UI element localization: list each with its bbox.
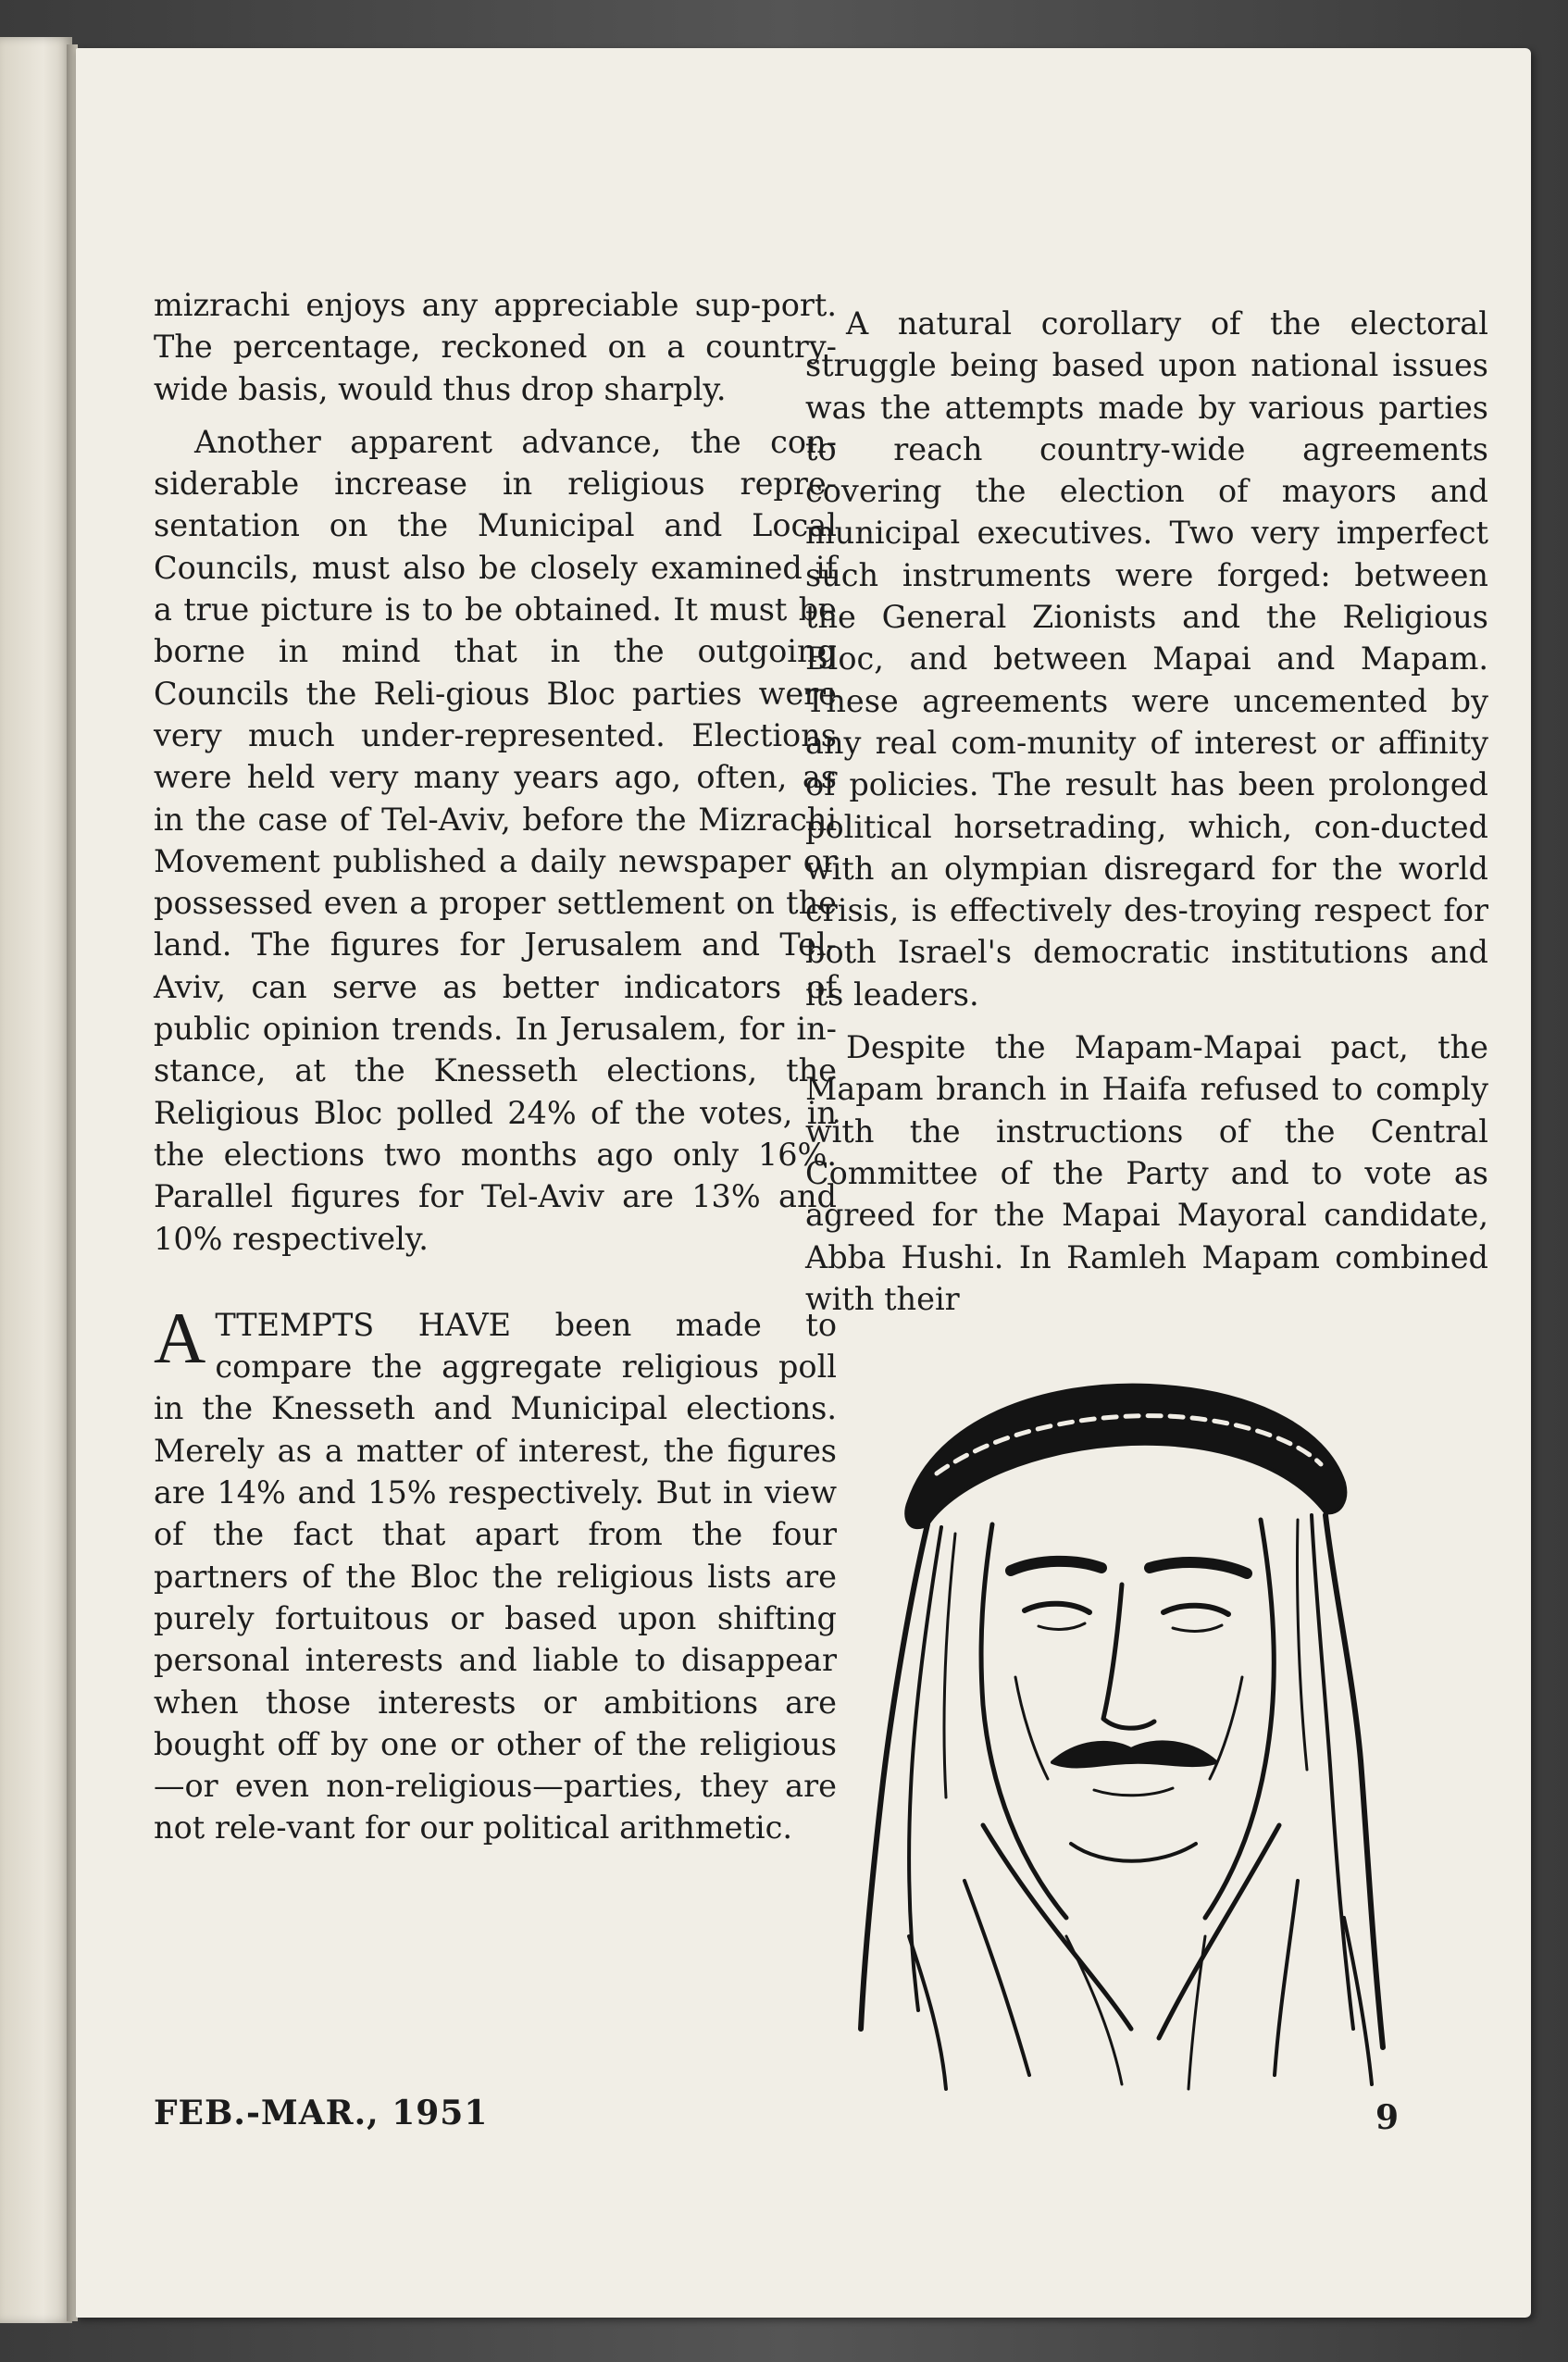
portrait-drawing (853, 1362, 1400, 2094)
section-text: TTEMPTS HAVE been made to compare the aggregate religious poll in the Knesseth and Municipal elections. Merely as a matter of interest, the figures are 14% and 15% respectively. But in view of the fact that apart from the four partners of the Bloc the religious lists are purely fortuitous or based upon shifting personal interests and liable to disappear when those interests or ambitions are bought off by one or other of the religious—or even non-religious—parties, they are not rele-vant for our political arithmetic. (154, 1306, 837, 1846)
left-paragraph-1: mizrachi enjoys any appreciable sup-port. The percentage, reckoned on a country-wide basis, would thus drop sharply. (154, 287, 837, 407)
page-number: 9 (1375, 2098, 1400, 2137)
left-column (154, 284, 837, 1849)
right-paragraph-1: A natural corollary of the electoral struggle being based upon national issues was the attempts made by various parties to reach country-wide agreements covering the election of mayors and municipal executives. Two very imperfect such instruments were forged: between the General Zionists and the Religious Bloc, and between Mapai and Mapam. These agreements were uncemented by any real com-munity of interest or affinity of policies. The result has been prolonged political horsetrading, which, con-ducted with an olympian disregard for the world crisis, is effectively des-troying respect for both Israel's democratic institutions and its leaders. (805, 305, 1488, 1013)
facing-page-edge (0, 37, 72, 2323)
right-column (805, 303, 1488, 1320)
magazine-page (76, 48, 1531, 2318)
issue-date: FEB.-MAR., 1951 (154, 2094, 489, 2132)
section-paragraph (154, 1297, 837, 1849)
right-paragraph-2: Despite the Mapam-Mapai pact, the Mapam branch in Haifa refused to comply with the instructions of the Central Committee of the Party and to vote as agreed for the Mapai Mayoral candidate, Abba Hushi. In Ramleh Mapam combined with their (805, 1029, 1488, 1317)
keffiyeh-portrait-illustration (853, 1362, 1400, 2094)
drop-cap: A (154, 1297, 206, 1378)
left-paragraph-2: Another apparent advance, the con-siderable increase in religious repre-sentation on the Municipal and Local Councils, must also be closely examined if a true picture is to be obtained. It must be borne in mind that in the outgoing Councils the Reli-gious Bloc parties were very much under-represented. Elections were held very many years ago, often, as in the case of Tel-Aviv, before the Mizrachi Movement published a daily newspaper or possessed even a proper settlement on the land. The figures for Jerusalem and Tel-Aviv, can serve as better indicators of public opinion trends. In Jerusalem, for in-stance, at the Knesseth elections, the Religious Bloc polled 24% of the votes, in the elections two months ago only 16%. Parallel figures for Tel-Aviv are 13% and 10% respectively. (154, 423, 837, 1257)
